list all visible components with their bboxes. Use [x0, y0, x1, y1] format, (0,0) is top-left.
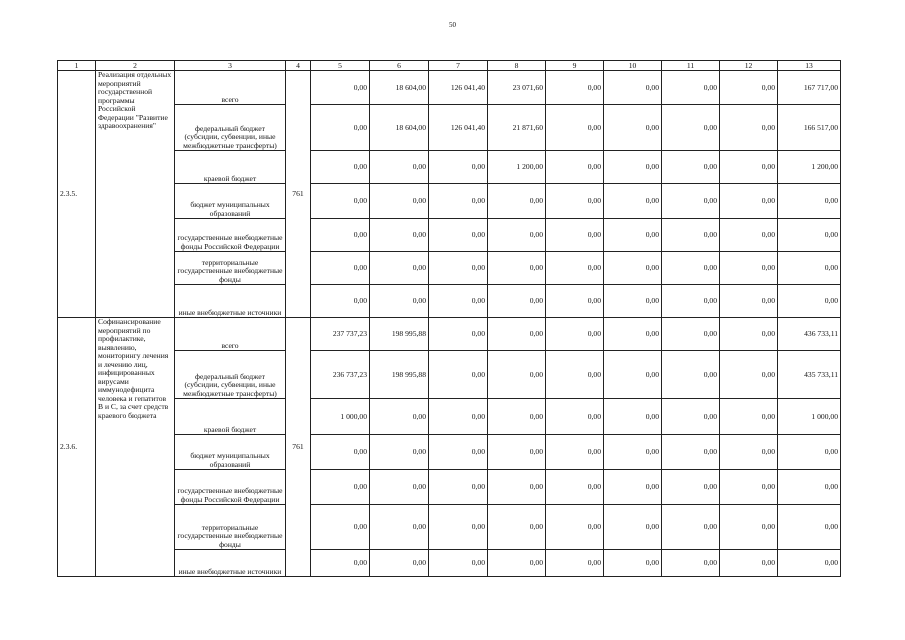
item-code: 2.3.6.: [58, 318, 96, 577]
amount-cell: 0,00: [662, 435, 720, 470]
amount-cell: 0,00: [604, 550, 662, 577]
amount-cell: 0,00: [662, 550, 720, 577]
amount-cell: 0,00: [370, 219, 429, 252]
column-header: 3: [175, 61, 286, 71]
amount-cell: 0,00: [546, 219, 604, 252]
table-row: [58, 550, 841, 577]
amount-cell: 0,00: [488, 285, 546, 318]
amount-cell: 0,00: [604, 252, 662, 285]
funding-source: иные внебюджетные источники: [175, 285, 286, 318]
amount-cell: 0,00: [546, 285, 604, 318]
amount-cell: 0,00: [604, 151, 662, 184]
amount-cell: 0,00: [311, 71, 370, 105]
amount-cell: 0,00: [546, 550, 604, 577]
amount-cell: 0,00: [311, 105, 370, 151]
funding-source: бюджет муниципальных образований: [175, 435, 286, 470]
column-header: 2: [96, 61, 175, 71]
funding-source: краевой бюджет: [175, 151, 286, 184]
amount-cell: 0,00: [720, 219, 778, 252]
agency-code: 761: [286, 318, 311, 577]
amount-cell: 0,00: [488, 435, 546, 470]
amount-cell: 0,00: [429, 435, 488, 470]
amount-cell: 0,00: [370, 399, 429, 435]
funding-source: государственные внебюджетные фонды Российской Федерации: [175, 219, 286, 252]
amount-cell: 0,00: [546, 318, 604, 351]
amount-cell: 0,00: [488, 184, 546, 219]
amount-cell: 0,00: [778, 285, 841, 318]
column-header: 10: [604, 61, 662, 71]
amount-cell: 0,00: [720, 71, 778, 105]
amount-cell: 436 733,11: [778, 318, 841, 351]
amount-cell: 0,00: [311, 184, 370, 219]
amount-cell: 0,00: [429, 151, 488, 184]
table-row: [58, 470, 841, 505]
amount-cell: 0,00: [370, 470, 429, 505]
amount-cell: 0,00: [546, 252, 604, 285]
funding-source: государственные внебюджетные фонды Российской Федерации: [175, 470, 286, 505]
amount-cell: 0,00: [546, 105, 604, 151]
amount-cell: 23 071,60: [488, 71, 546, 105]
amount-cell: 0,00: [311, 252, 370, 285]
amount-cell: 0,00: [778, 435, 841, 470]
amount-cell: 0,00: [311, 550, 370, 577]
amount-cell: 435 733,11: [778, 351, 841, 399]
amount-cell: 0,00: [311, 219, 370, 252]
column-header: 12: [720, 61, 778, 71]
amount-cell: 0,00: [662, 399, 720, 435]
table-row: [58, 285, 841, 318]
amount-cell: 0,00: [720, 435, 778, 470]
funding-source: всего: [175, 318, 286, 351]
amount-cell: 0,00: [546, 151, 604, 184]
amount-cell: 0,00: [546, 71, 604, 105]
amount-cell: 0,00: [429, 550, 488, 577]
amount-cell: 0,00: [720, 399, 778, 435]
amount-cell: 0,00: [488, 505, 546, 550]
page-number: 50: [449, 21, 456, 29]
amount-cell: 0,00: [604, 351, 662, 399]
column-header: 9: [546, 61, 604, 71]
amount-cell: 0,00: [778, 219, 841, 252]
amount-cell: 166 517,00: [778, 105, 841, 151]
column-header: 5: [311, 61, 370, 71]
amount-cell: 0,00: [429, 285, 488, 318]
amount-cell: 0,00: [662, 71, 720, 105]
amount-cell: 0,00: [662, 351, 720, 399]
amount-cell: 0,00: [370, 285, 429, 318]
amount-cell: 0,00: [720, 151, 778, 184]
amount-cell: 0,00: [662, 285, 720, 318]
amount-cell: 0,00: [720, 505, 778, 550]
amount-cell: 236 737,23: [311, 351, 370, 399]
amount-cell: 0,00: [662, 505, 720, 550]
table-row: [58, 105, 841, 151]
amount-cell: 0,00: [370, 252, 429, 285]
amount-cell: 0,00: [429, 318, 488, 351]
column-header: 11: [662, 61, 720, 71]
amount-cell: 0,00: [604, 285, 662, 318]
amount-cell: 0,00: [429, 399, 488, 435]
amount-cell: 0,00: [370, 505, 429, 550]
amount-cell: 0,00: [546, 505, 604, 550]
amount-cell: 0,00: [488, 470, 546, 505]
amount-cell: 0,00: [429, 184, 488, 219]
amount-cell: 0,00: [662, 470, 720, 505]
table-row: [58, 71, 841, 105]
budget-table: [57, 60, 841, 577]
funding-source: иные внебюджетные источники: [175, 550, 286, 577]
column-header: 4: [286, 61, 311, 71]
amount-cell: 18 604,00: [370, 105, 429, 151]
funding-source: территориальные государственные внебюджетные фонды: [175, 505, 286, 550]
amount-cell: 0,00: [488, 318, 546, 351]
amount-cell: 0,00: [778, 470, 841, 505]
column-header: 6: [370, 61, 429, 71]
table-row: [58, 399, 841, 435]
amount-cell: 0,00: [370, 550, 429, 577]
amount-cell: 198 995,88: [370, 318, 429, 351]
amount-cell: 0,00: [546, 184, 604, 219]
amount-cell: 0,00: [604, 470, 662, 505]
amount-cell: 0,00: [546, 470, 604, 505]
amount-cell: 0,00: [429, 252, 488, 285]
amount-cell: 0,00: [429, 351, 488, 399]
item-code: 2.3.5.: [58, 71, 96, 318]
amount-cell: 0,00: [311, 285, 370, 318]
amount-cell: 0,00: [720, 470, 778, 505]
amount-cell: 0,00: [778, 550, 841, 577]
funding-source: краевой бюджет: [175, 399, 286, 435]
column-header: 8: [488, 61, 546, 71]
amount-cell: 0,00: [429, 505, 488, 550]
amount-cell: 198 995,88: [370, 351, 429, 399]
amount-cell: 0,00: [429, 219, 488, 252]
amount-cell: 0,00: [488, 252, 546, 285]
amount-cell: 0,00: [604, 435, 662, 470]
amount-cell: 0,00: [720, 318, 778, 351]
table-row: [58, 252, 841, 285]
amount-cell: 0,00: [604, 219, 662, 252]
item-name: Софинансирование мероприятий по профилактике, выявлению, мониторингу лечения и лечению лиц, инфицированных вирусами иммунодефицита человека и гепатитов B и C, за счет средств краевого бюджета: [96, 318, 175, 577]
column-header: 7: [429, 61, 488, 71]
amount-cell: 0,00: [604, 399, 662, 435]
amount-cell: 0,00: [546, 351, 604, 399]
amount-cell: 0,00: [311, 435, 370, 470]
amount-cell: 0,00: [604, 184, 662, 219]
amount-cell: 0,00: [662, 105, 720, 151]
amount-cell: 21 871,60: [488, 105, 546, 151]
amount-cell: 0,00: [662, 219, 720, 252]
funding-source: федеральный бюджет (субсидии, субвенции, иные межбюджетные трансферты): [175, 351, 286, 399]
amount-cell: 0,00: [720, 184, 778, 219]
amount-cell: 1 000,00: [311, 399, 370, 435]
amount-cell: 126 041,40: [429, 105, 488, 151]
amount-cell: 0,00: [662, 318, 720, 351]
funding-source: федеральный бюджет (субсидии, субвенции, иные межбюджетные трансферты): [175, 105, 286, 151]
amount-cell: 0,00: [720, 105, 778, 151]
amount-cell: 0,00: [778, 184, 841, 219]
amount-cell: 0,00: [488, 399, 546, 435]
amount-cell: 0,00: [311, 505, 370, 550]
header-row: [58, 61, 841, 71]
funding-source: территориальные государственные внебюджетные фонды: [175, 252, 286, 285]
amount-cell: 1 200,00: [778, 151, 841, 184]
amount-cell: 0,00: [604, 318, 662, 351]
table-row: [58, 318, 841, 351]
table-row: [58, 184, 841, 219]
amount-cell: 0,00: [546, 399, 604, 435]
amount-cell: 0,00: [662, 151, 720, 184]
amount-cell: 1 200,00: [488, 151, 546, 184]
amount-cell: 0,00: [604, 71, 662, 105]
amount-cell: 0,00: [429, 470, 488, 505]
amount-cell: 237 737,23: [311, 318, 370, 351]
agency-code: 761: [286, 71, 311, 318]
amount-cell: 0,00: [488, 219, 546, 252]
table-row: [58, 151, 841, 184]
amount-cell: 0,00: [778, 252, 841, 285]
funding-source: всего: [175, 71, 286, 105]
amount-cell: 0,00: [488, 351, 546, 399]
item-name: Реализация отдельных мероприятий государственной программы Российской Федерации "Развитие здравоохранения": [96, 71, 175, 318]
amount-cell: 0,00: [720, 550, 778, 577]
amount-cell: 0,00: [662, 184, 720, 219]
amount-cell: 0,00: [662, 252, 720, 285]
amount-cell: 0,00: [546, 435, 604, 470]
column-header: 1: [58, 61, 96, 71]
funding-source: бюджет муниципальных образований: [175, 184, 286, 219]
amount-cell: 0,00: [720, 252, 778, 285]
table-row: [58, 351, 841, 399]
table-row: [58, 435, 841, 470]
column-header: 13: [778, 61, 841, 71]
amount-cell: 0,00: [311, 470, 370, 505]
amount-cell: 0,00: [311, 151, 370, 184]
amount-cell: 0,00: [370, 435, 429, 470]
amount-cell: 126 041,40: [429, 71, 488, 105]
amount-cell: 0,00: [778, 505, 841, 550]
amount-cell: 167 717,00: [778, 71, 841, 105]
amount-cell: 18 604,00: [370, 71, 429, 105]
amount-cell: 0,00: [370, 184, 429, 219]
amount-cell: 0,00: [720, 285, 778, 318]
amount-cell: 1 000,00: [778, 399, 841, 435]
table-row: [58, 219, 841, 252]
table-row: [58, 505, 841, 550]
amount-cell: 0,00: [370, 151, 429, 184]
amount-cell: 0,00: [604, 505, 662, 550]
amount-cell: 0,00: [604, 105, 662, 151]
amount-cell: 0,00: [720, 351, 778, 399]
amount-cell: 0,00: [488, 550, 546, 577]
